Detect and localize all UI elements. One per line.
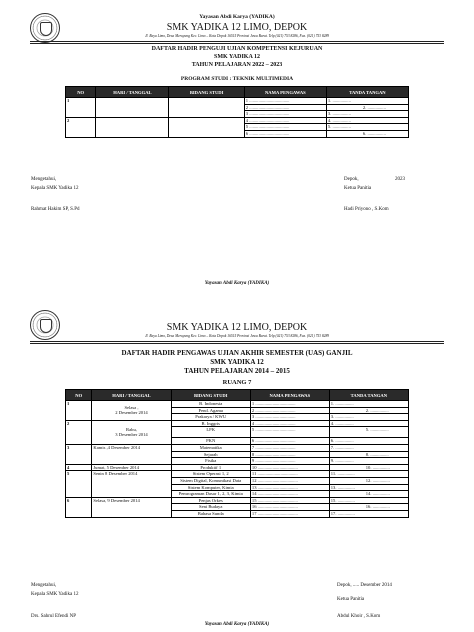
table-row	[66, 117, 409, 124]
subject-cell: Produktif 1	[171, 464, 250, 471]
col-subject: BIDANG STUDI	[169, 87, 244, 98]
subject-cell: Bahasa Sunda	[171, 510, 250, 517]
col-supervisor: NAMA PENGAWAS	[244, 87, 326, 98]
signature-cell: 7. ................	[329, 444, 408, 451]
committee-name: Abdul Khoir , S.Kom	[337, 614, 381, 619]
signature-cell: 3. ................	[326, 111, 408, 118]
day-cell: Senin 8 Desember 2014	[92, 471, 171, 497]
header-divider	[30, 41, 444, 44]
day-cell	[96, 117, 169, 137]
committee-role: Ketua Panitia	[337, 597, 365, 602]
approver-name: Rahmat Hakim SP, S.Pd	[31, 207, 80, 212]
sign-year: 2023	[395, 177, 405, 182]
day-cell: Selasa, 9 Desember 2014	[92, 497, 171, 517]
day-cell: Jumat, 5 Desember 2014	[92, 464, 171, 471]
supervisor-cell: 2 ...................................	[244, 104, 326, 111]
school-address: Jl. Raya Limo, Desa Meruyung Kec. Limo – Kota Depok 16515 Provinsi Jawa Barat. Telp (021) 753 8286, Fax. (021) 753 8289	[144, 34, 330, 38]
row-no: 2	[66, 420, 92, 444]
day-cell: Selasa , 2 Desember 2014	[92, 401, 171, 421]
table-row	[66, 444, 409, 451]
col-day: HARI / TANGGAL	[92, 390, 171, 401]
table-row	[66, 98, 409, 105]
supervisor-cell: 12 ...................................	[250, 477, 329, 484]
place-date-label: Depok, ..... Desember 2014	[337, 583, 392, 588]
top-attendance-table	[65, 86, 409, 138]
row-no: 3	[66, 444, 92, 464]
col-signature: TANDA TANGAN	[326, 87, 408, 98]
subject-cell	[169, 117, 244, 137]
subject-cell: Seni Budaya	[171, 504, 250, 511]
supervisor-cell: 13 ...................................	[250, 484, 329, 491]
supervisor-cell: 4 ...................................	[244, 117, 326, 124]
supervisor-cell: 3 ...................................	[244, 111, 326, 118]
signature-cell: 10. ...............	[329, 464, 408, 471]
doc-year: TAHUN PELAJARAN 2014 – 2015	[184, 367, 290, 375]
row-no: 2	[66, 117, 96, 137]
page-footer: Yayasan Abdi Karya (YADIKA)	[204, 281, 270, 286]
signature-cell: 4. ................	[329, 420, 408, 427]
supervisor-cell: 17 ...................................	[250, 510, 329, 517]
supervisor-cell: 5 ...................................	[250, 427, 329, 438]
school-address: Jl. Raya Limo, Desa Meruyung Kec. Limo – Kota Depok 16515 Provinsi Jawa Barat. Telp (021) 753 8286, Fax. (021) 753 8289	[144, 334, 330, 338]
supervisor-cell: 3 ...................................	[250, 414, 329, 421]
subject-cell: LPK	[171, 427, 250, 438]
supervisor-cell: 10 ...................................	[250, 464, 329, 471]
subject-cell: Sejarah	[171, 451, 250, 458]
subject-cell	[169, 98, 244, 118]
supervisor-cell: 15 ...................................	[250, 497, 329, 504]
col-no: NO	[66, 390, 92, 401]
table-row	[66, 420, 409, 427]
supervisor-cell: 6 ...................................	[250, 438, 329, 445]
row-no: 1	[66, 401, 92, 421]
row-no: 1	[66, 98, 96, 118]
signature-cell: 13. ...............	[329, 484, 408, 491]
doc-subtitle: SMK YADIKA 12	[210, 358, 264, 366]
table-row	[66, 471, 409, 478]
signature-cell: 3. ................	[329, 414, 408, 421]
bottom-attendance-table	[65, 389, 409, 518]
room-label: RUANG 7	[222, 379, 252, 386]
subject-cell: Fisika	[171, 458, 250, 465]
committee-name: Hadi Priyono , S.Kom	[344, 207, 389, 212]
approval-role: Kepala SMK Yadika 12	[31, 186, 79, 191]
subject-cell: B. Indonesia	[171, 401, 250, 408]
col-supervisor: NAMA PENGAWAS	[250, 390, 329, 401]
signature-cell: 1. ................	[329, 401, 408, 408]
col-subject: BIDANG STUDI	[171, 390, 250, 401]
subject-cell: Penjas Orkes	[171, 497, 250, 504]
supervisor-cell: 5 ...................................	[244, 124, 326, 131]
subject-cell: Matematika	[171, 444, 250, 451]
subject-cell: Sistem Komputer, Kimia	[171, 484, 250, 491]
supervisor-cell: 4 ...................................	[250, 420, 329, 427]
supervisor-cell: 1 ...................................	[244, 98, 326, 105]
col-signature: TANDA TANGAN	[329, 390, 408, 401]
table-row	[66, 464, 409, 471]
supervisor-cell: 11 ...................................	[250, 471, 329, 478]
approver-name: Drs. Sahrul Efendi NP	[31, 614, 76, 619]
subject-cell: Sistem Operasi 1, 2	[171, 471, 250, 478]
signature-cell: 14. ...............	[329, 491, 408, 498]
doc-title: DAFTAR HADIR PENGAWAS UJIAN AKHIR SEMESTER (UAS) GANJIL	[121, 349, 353, 357]
signature-cell: 17. ...............	[329, 510, 408, 517]
table-row	[66, 401, 409, 408]
school-name: SMK YADIKA 12 LIMO, DEPOK	[166, 322, 308, 333]
signature-cell: 8. ................	[329, 451, 408, 458]
day-cell: Rabu, 3 Desember 2014	[92, 420, 171, 444]
supervisor-cell: 16 ...................................	[250, 504, 329, 511]
row-no: 5	[66, 471, 92, 497]
subject-cell: Prakarya / KWU	[171, 414, 250, 421]
supervisor-cell: 1 ...................................	[250, 401, 329, 408]
school-name: SMK YADIKA 12 LIMO, DEPOK	[166, 22, 308, 33]
supervisor-cell: 6 ...................................	[244, 130, 326, 137]
subject-cell: Pend. Agama	[171, 407, 250, 414]
signature-cell: 16. ...............	[329, 504, 408, 511]
subject-cell: Sistem Digital, Komunikasi Data	[171, 477, 250, 484]
supervisor-cell: 7 ...................................	[250, 444, 329, 451]
foundation-name: Yayasan Abdi Karya (YADIKA)	[199, 14, 275, 20]
subject-cell: Pemrograman Dasar 1, 2, 3, Kimia	[171, 491, 250, 498]
signature-cell: 1. ................	[326, 98, 408, 105]
row-no: 4	[66, 464, 92, 471]
supervisor-cell: 8 ...................................	[250, 451, 329, 458]
signature-cell: 4. ................	[326, 117, 408, 124]
col-no: NO	[66, 87, 96, 98]
doc-title: DAFTAR HADIR PENGUJI UJIAN KOMPETENSI KEJURUAN	[151, 46, 323, 52]
supervisor-cell: 9 ...................................	[250, 458, 329, 465]
signature-cell: 9. ................	[329, 458, 408, 465]
subject-cell: B. Inggris	[171, 420, 250, 427]
program-title: PROGRAM STUDI : TEKNIK MULTIMEDIA	[180, 76, 294, 82]
approval-label: Mengetahui,	[31, 177, 57, 182]
table-row	[66, 497, 409, 504]
signature-cell: 11. ...............	[329, 471, 408, 478]
place-label: Depok,	[344, 177, 359, 182]
page-footer: Yayasan Abdi Karya (YADIKA)	[204, 622, 270, 627]
doc-year: TAHUN PELAJARAN 2022 – 2023	[191, 62, 283, 68]
doc-subtitle: SMK YADIKA 12	[214, 54, 260, 60]
signature-cell: 2. ................	[326, 104, 408, 111]
col-day: HARI / TANGGAL	[96, 87, 169, 98]
committee-role: Ketua Panitia	[344, 186, 372, 191]
day-cell	[96, 98, 169, 118]
signature-cell: 2. ................	[329, 407, 408, 414]
supervisor-cell: 14 ...................................	[250, 491, 329, 498]
row-no: 6	[66, 497, 92, 517]
signature-cell: 6. ................	[326, 130, 408, 137]
day-cell: Kamis ,4 Desember 2014	[92, 444, 171, 464]
signature-cell: 15. ...............	[329, 497, 408, 504]
approval-label: Mengetahui,	[31, 583, 57, 588]
subject-cell: PKN	[171, 438, 250, 445]
approval-role: Kepala SMK Yadika 12	[31, 592, 79, 597]
supervisor-cell: 2 ...................................	[250, 407, 329, 414]
signature-cell: 6. ................	[329, 438, 408, 445]
signature-cell: 12. ...............	[329, 477, 408, 484]
header-divider	[30, 341, 444, 344]
signature-cell: 5. ................	[326, 124, 408, 131]
signature-cell: 5. ................	[329, 427, 408, 438]
